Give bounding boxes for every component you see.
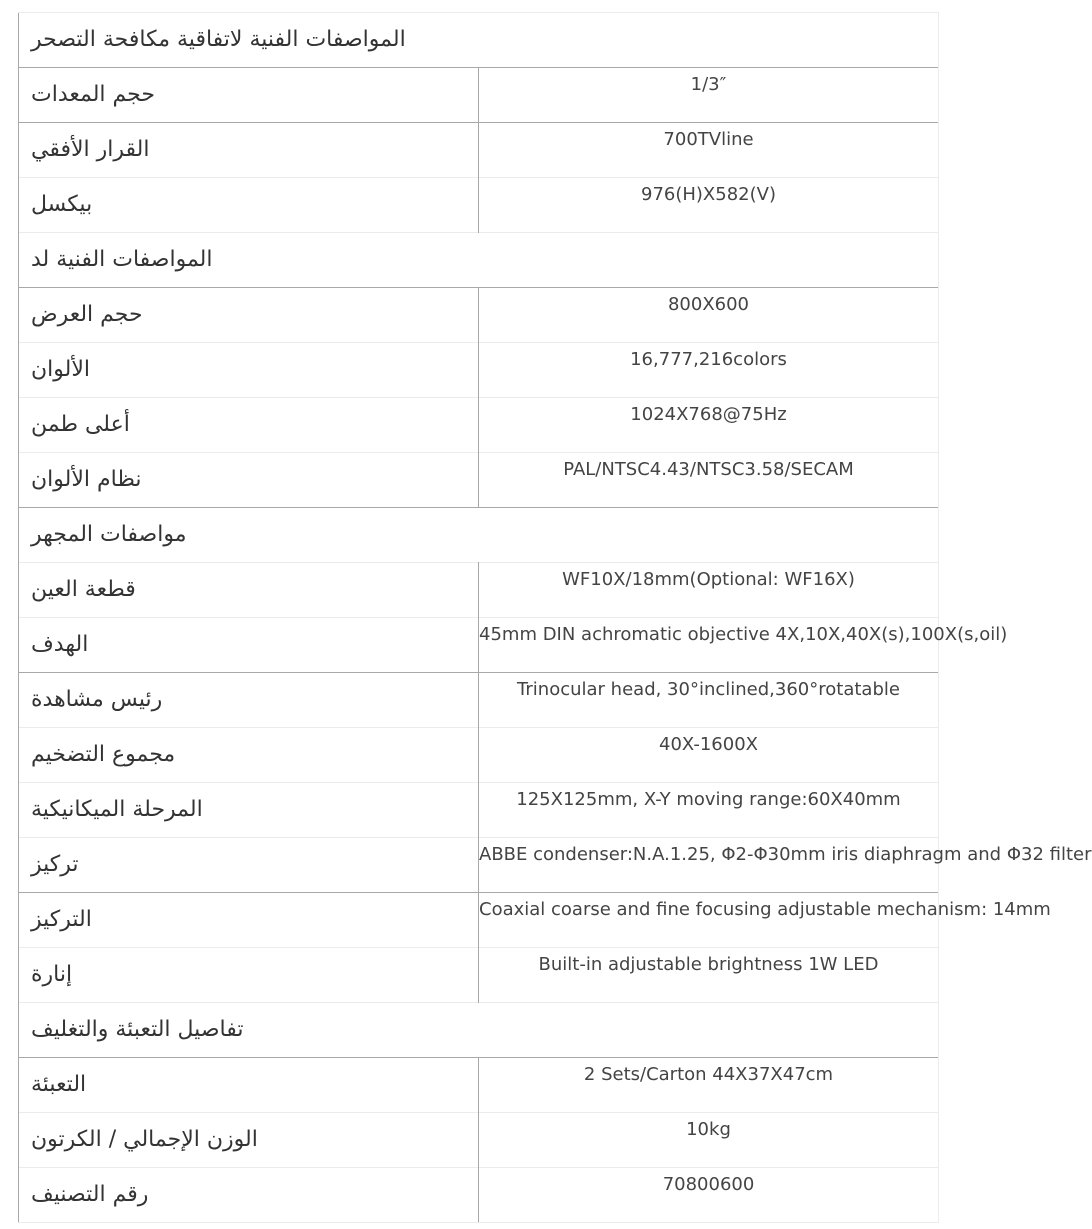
spec-row — [19, 1058, 939, 1113]
spec-label: قطعة العين — [31, 577, 136, 602]
section-title-text: المواصفات الفنية لاتفاقية مكافحة التصحر — [31, 27, 406, 52]
spec-label-cell — [19, 728, 479, 783]
spec-label-cell — [19, 673, 479, 728]
spec-table — [18, 12, 1092, 1223]
spec-value: 125X125mm, X-Y moving range:60X40mm — [479, 783, 939, 838]
spec-value: 2 Sets/Carton 44X37X47cm — [479, 1058, 939, 1113]
section-header-row — [19, 233, 939, 288]
spec-label-cell — [19, 893, 479, 948]
spec-value: 70800600 — [479, 1168, 939, 1223]
spec-label-cell — [19, 618, 479, 673]
spec-label: إنارة — [31, 962, 73, 987]
spec-label: الهدف — [31, 632, 89, 657]
spec-row — [19, 453, 939, 508]
spec-label: أعلى طمن — [31, 412, 130, 437]
section-title — [19, 233, 939, 288]
spec-value: 1/3″ — [479, 68, 939, 123]
spec-label-cell — [19, 68, 479, 123]
spec-value: PAL/NTSC4.43/NTSC3.58/SECAM — [479, 453, 939, 508]
spec-label: الألوان — [31, 357, 90, 382]
spec-label: نظام الألوان — [31, 467, 142, 492]
spec-label-cell — [19, 398, 479, 453]
spec-label: التركيز — [31, 907, 92, 932]
spec-label-cell — [19, 123, 479, 178]
section-title — [19, 13, 939, 68]
spec-label: المرحلة الميكانيكية — [31, 797, 203, 822]
spec-row — [19, 618, 939, 673]
spec-row — [19, 948, 939, 1003]
spec-value: Trinocular head, 30°inclined,360°rotatable — [479, 673, 939, 728]
spec-label-cell — [19, 288, 479, 343]
spec-label-cell — [19, 838, 479, 893]
spec-value: 40X-1600X — [479, 728, 939, 783]
spec-label-cell — [19, 948, 479, 1003]
spec-value: ABBE condenser:N.A.1.25, Φ2-Φ30mm iris diaphragm and Φ32 filter — [479, 838, 939, 893]
section-header-row — [19, 1003, 939, 1058]
section-header-row — [19, 13, 939, 68]
spec-row — [19, 673, 939, 728]
spec-value: 45mm DIN achromatic objective 4X,10X,40X(s),100X(s,oil) — [479, 618, 939, 673]
section-title-text: المواصفات الفنية لد — [31, 247, 213, 272]
spec-value: WF10X/18mm(Optional: WF16X) — [479, 563, 939, 618]
spec-label: حجم المعدات — [31, 82, 155, 107]
spec-value: Built-in adjustable brightness 1W LED — [479, 948, 939, 1003]
spec-label-cell — [19, 453, 479, 508]
section-header-row — [19, 508, 939, 563]
spec-label: رئيس مشاهدة — [31, 687, 163, 712]
spec-label: حجم العرض — [31, 302, 143, 327]
spec-row — [19, 343, 939, 398]
spec-row — [19, 123, 939, 178]
spec-row — [19, 178, 939, 233]
spec-row — [19, 783, 939, 838]
spec-row — [19, 563, 939, 618]
spec-label: بيكسل — [31, 192, 93, 217]
spec-row — [19, 1168, 939, 1223]
spec-value: 976(H)X582(V) — [479, 178, 939, 233]
spec-value: 16,777,216colors — [479, 343, 939, 398]
spec-label-cell — [19, 1058, 479, 1113]
spec-row — [19, 1113, 939, 1168]
spec-value: 800X600 — [479, 288, 939, 343]
spec-label: رقم التصنيف — [31, 1182, 149, 1207]
spec-label: الوزن الإجمالي / الكرتون — [31, 1127, 258, 1152]
spec-label: مجموع التضخيم — [31, 742, 176, 767]
spec-label-cell — [19, 1113, 479, 1168]
section-title — [19, 508, 939, 563]
spec-value: 700TVline — [479, 123, 939, 178]
spec-value: Coaxial coarse and fine focusing adjustable mechanism: 14mm — [479, 893, 939, 948]
spec-label-cell — [19, 563, 479, 618]
spec-table-body — [19, 13, 1092, 1223]
spec-row — [19, 838, 939, 893]
spec-row — [19, 288, 939, 343]
spec-label: التعبئة — [31, 1072, 87, 1097]
section-title-text: تفاصيل التعبئة والتغليف — [31, 1017, 244, 1042]
spec-label: تركيز — [31, 852, 79, 877]
section-title-text: مواصفات المجهر — [31, 522, 187, 547]
spec-label-cell — [19, 1168, 479, 1223]
section-title — [19, 1003, 939, 1058]
spec-label-cell — [19, 783, 479, 838]
spec-label: القرار الأفقي — [31, 137, 150, 162]
spec-value: 10kg — [479, 1113, 939, 1168]
spec-row — [19, 68, 939, 123]
spec-row — [19, 893, 939, 948]
spec-row — [19, 728, 939, 783]
spec-row — [19, 398, 939, 453]
spec-label-cell — [19, 343, 479, 398]
spec-label-cell — [19, 178, 479, 233]
spec-value: 1024X768@75Hz — [479, 398, 939, 453]
